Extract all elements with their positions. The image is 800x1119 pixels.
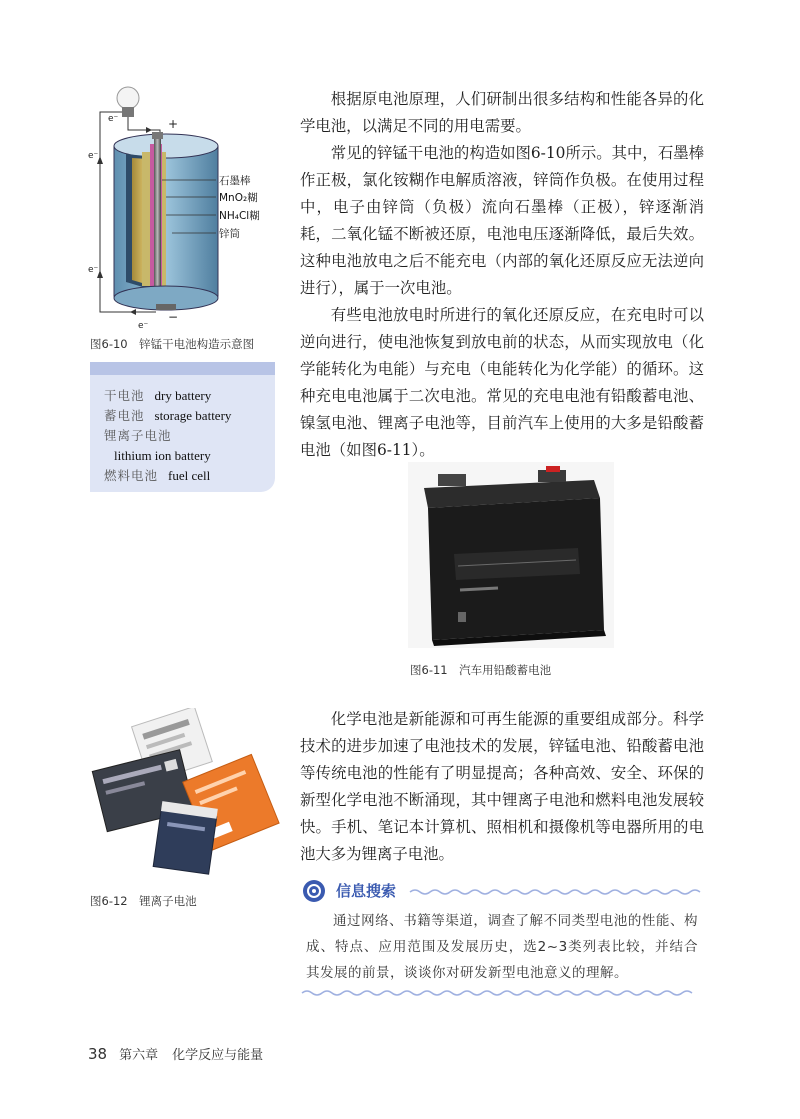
chapter-label: 第六章 <box>119 1048 159 1063</box>
figure-6-12-caption: 图6-12 锂离子电池 <box>90 894 197 908</box>
figure-6-11 <box>408 462 614 648</box>
page-number: 38 <box>88 1045 108 1063</box>
info-search-title: 信息搜索 <box>336 882 397 900</box>
paragraph: 常见的锌锰干电池的构造如图6-10所示。其中，石墨棒作正极，氯化铵糊作电解质溶液，锌筒作负极。在使用过程中，电子由锌筒（负极）流向石墨棒（正极），锌逐渐消耗，二氧化锰不断被还原，电池电压逐渐降低，最后失效。这种电池放电之后不能充电（内部的氧化还原反应无法逆向进行），属于一次电池。 <box>300 144 704 297</box>
figure-6-10 <box>86 82 276 332</box>
figure-6-11-caption: 图6-11 汽车用铅酸蓄电池 <box>410 663 552 677</box>
electron-label: e⁻ <box>88 265 99 275</box>
label-nh4cl: NH₄Cl糊 <box>219 210 260 222</box>
glossary-row: 锂离子电池 <box>104 428 172 443</box>
label-mno2: MnO₂糊 <box>219 192 258 204</box>
figure-6-12 <box>90 708 280 882</box>
glossary-row: 燃料电池 fuel cell <box>104 468 211 483</box>
figure-6-10-caption: 图6-10 锌锰干电池构造示意图 <box>90 337 255 351</box>
lead-acid-battery-image <box>408 462 614 648</box>
body-text-bottom <box>300 706 704 868</box>
paragraph: 有些电池放电时所进行的氧化还原反应，在充电时可以逆向进行，使电池恢复到放电前的状态，从而实现放电（化学能转化为电能）与充电（电能转化为化学能）的循环。这种充电电池属于二次电池。常见的充电电池有铅酸蓄电池、镍氢电池、锂离子电池等，目前汽车上使用的大多是铅酸蓄电池（如图6-11）。 <box>300 306 704 459</box>
label-zinc: 锌筒 <box>219 228 240 240</box>
info-search-body: 通过网络、书籍等渠道，调查了解不同类型电池的性能、构成、特点、应用范围及发展历史，选2~3类列表比较，并结合其发展的前景，谈谈你对研发新型电池意义的理解。 <box>306 913 698 981</box>
body-text-top <box>300 86 704 464</box>
glossary-box <box>90 362 275 492</box>
paragraph: 化学电池是新能源和可再生能源的重要组成部分。科学技术的进步加速了电池技术的发展，锌锰电池、铅酸蓄电池等传统电池的性能有了明显提高；各种高效、安全、环保的新型化学电池不断涌现，其中锂离子电池和燃料电池发展较快。手机、笔记本计算机、照相机和摄像机等电器所用的电池大多为锂离子电池。 <box>300 710 704 863</box>
electron-label: e⁻ <box>138 321 149 331</box>
electron-label: e⁻ <box>108 114 119 124</box>
plus-terminal-label: + <box>168 117 179 131</box>
glossary-list <box>104 386 231 486</box>
minus-terminal-label: − <box>168 310 179 324</box>
page-footer <box>88 1044 263 1063</box>
glossary-row: 干电池 dry battery <box>104 388 212 403</box>
label-graphite: 石墨棒 <box>219 175 251 187</box>
glossary-header-bar <box>90 362 275 375</box>
chapter-title: 化学反应与能量 <box>172 1048 264 1063</box>
lithium-ion-batteries-image <box>90 708 280 882</box>
glossary-row: 蓄电池 storage battery <box>104 408 232 423</box>
paragraph: 根据原电池原理，人们研制出很多结构和性能各异的化学电池，以满足不同的用电需要。 <box>300 90 704 135</box>
info-search-box <box>298 878 702 1000</box>
electron-label: e⁻ <box>88 151 99 161</box>
glossary-row: lithium ion battery <box>114 448 211 463</box>
dry-cell-diagram <box>86 82 276 332</box>
